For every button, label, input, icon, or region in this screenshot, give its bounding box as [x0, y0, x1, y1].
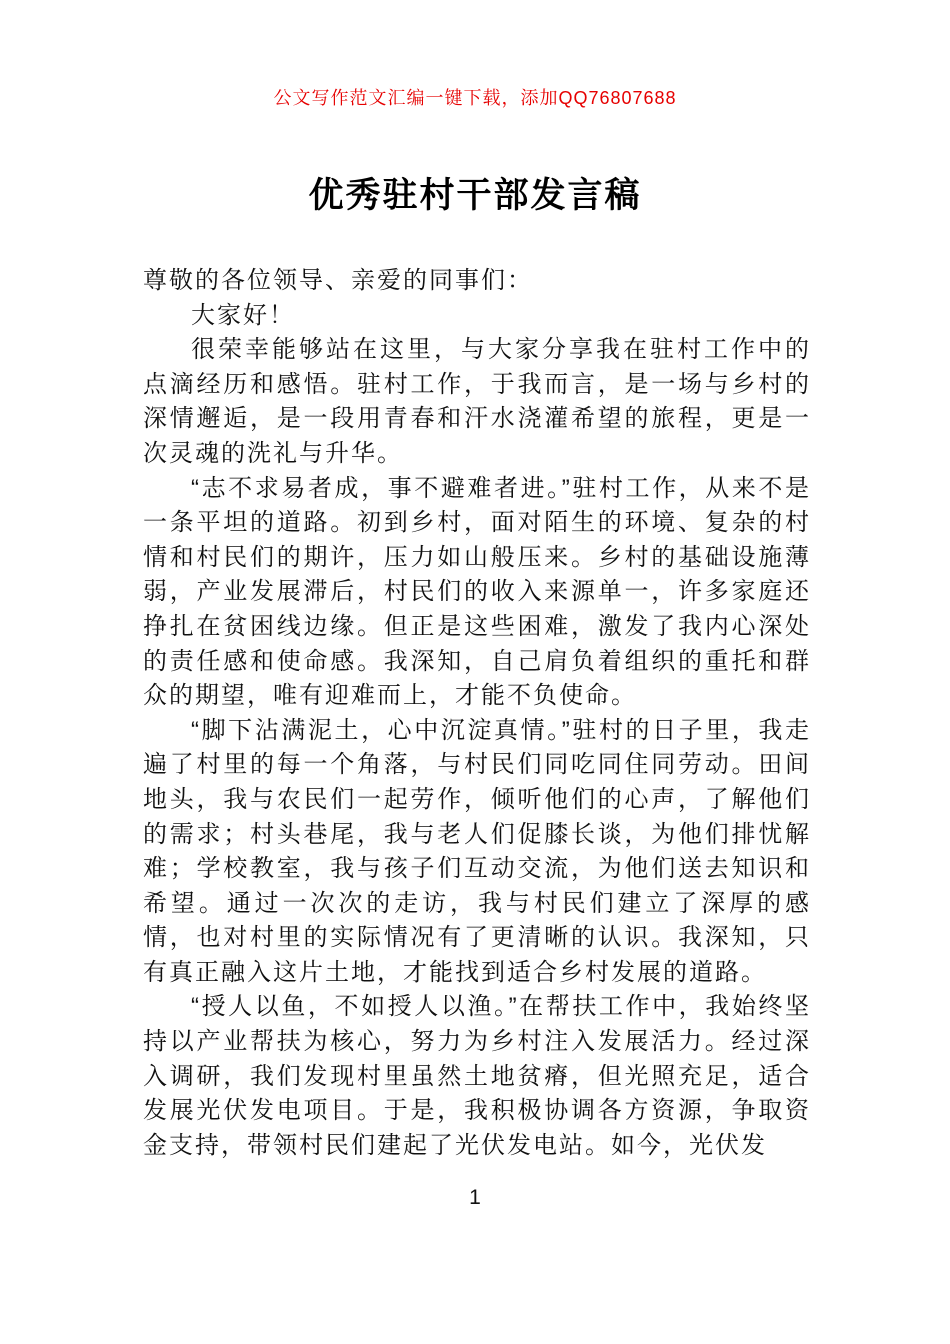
document-body	[143, 264, 811, 1163]
paragraph-industry-support: “授人以鱼，不如授人以渔。”在帮扶工作中，我始终坚持以产业帮扶为核心，努力为乡村注入发展活力。经过深入调研，我们发现村里虽然土地贫瘠，但光照充足，适合发展光伏发电项目。于是，我积极协调各方资源，争取资金支持，带领村民们建起了光伏发电站。如今，光伏发	[143, 993, 811, 1159]
paragraph-challenges: “志不求易者成，事不避难者进。”驻村工作，从来不是一条平坦的道路。初到乡村，面对陌生的环境、复杂的村情和村民们的期许，压力如山般压来。乡村的基础设施薄弱，产业发展滞后，村民们的收入来源单一，许多家庭还挣扎在贫困线边缘。但正是这些困难，激发了我内心深处的责任感和使命感。我深知，自己肩负着组织的重托和群众的期望，唯有迎难而上，才能不负使命。	[143, 474, 811, 710]
paragraph-daily-work: “脚下沾满泥土，心中沉淀真情。”驻村的日子里，我走遍了村里的每一个角落，与村民们同吃同住同劳动。田间地头，我与农民们一起劳作，倾听他们的心声，了解他们的需求；村头巷尾，我与老人们促膝长谈，为他们排忧解难；学校教室，我与孩子们互动交流，为他们送去知识和希望。通过一次次的走访，我与村民们建立了深厚的感情，也对村里的实际情况有了更清晰的认识。我深知，只有真正融入这片土地，才能找到适合乡村发展的道路。	[143, 716, 811, 986]
page-number: 1	[469, 1186, 481, 1209]
paragraph-greeting: 大家好！	[191, 301, 295, 329]
paragraph-salutation: 尊敬的各位领导、亲爱的同事们：	[143, 267, 533, 294]
paragraph-intro: 很荣幸能够站在这里，与大家分享我在驻村工作中的点滴经历和感悟。驻村工作，于我而言，是一场与乡村的深情邂逅，是一段用青春和汗水浇灌希望的旅程，更是一次灵魂的洗礼与升华。	[143, 336, 811, 467]
document-title: 优秀驻村干部发言稿	[308, 176, 642, 215]
header-notice: 公文写作范文汇编一键下载，添加QQ76807688	[273, 88, 677, 108]
